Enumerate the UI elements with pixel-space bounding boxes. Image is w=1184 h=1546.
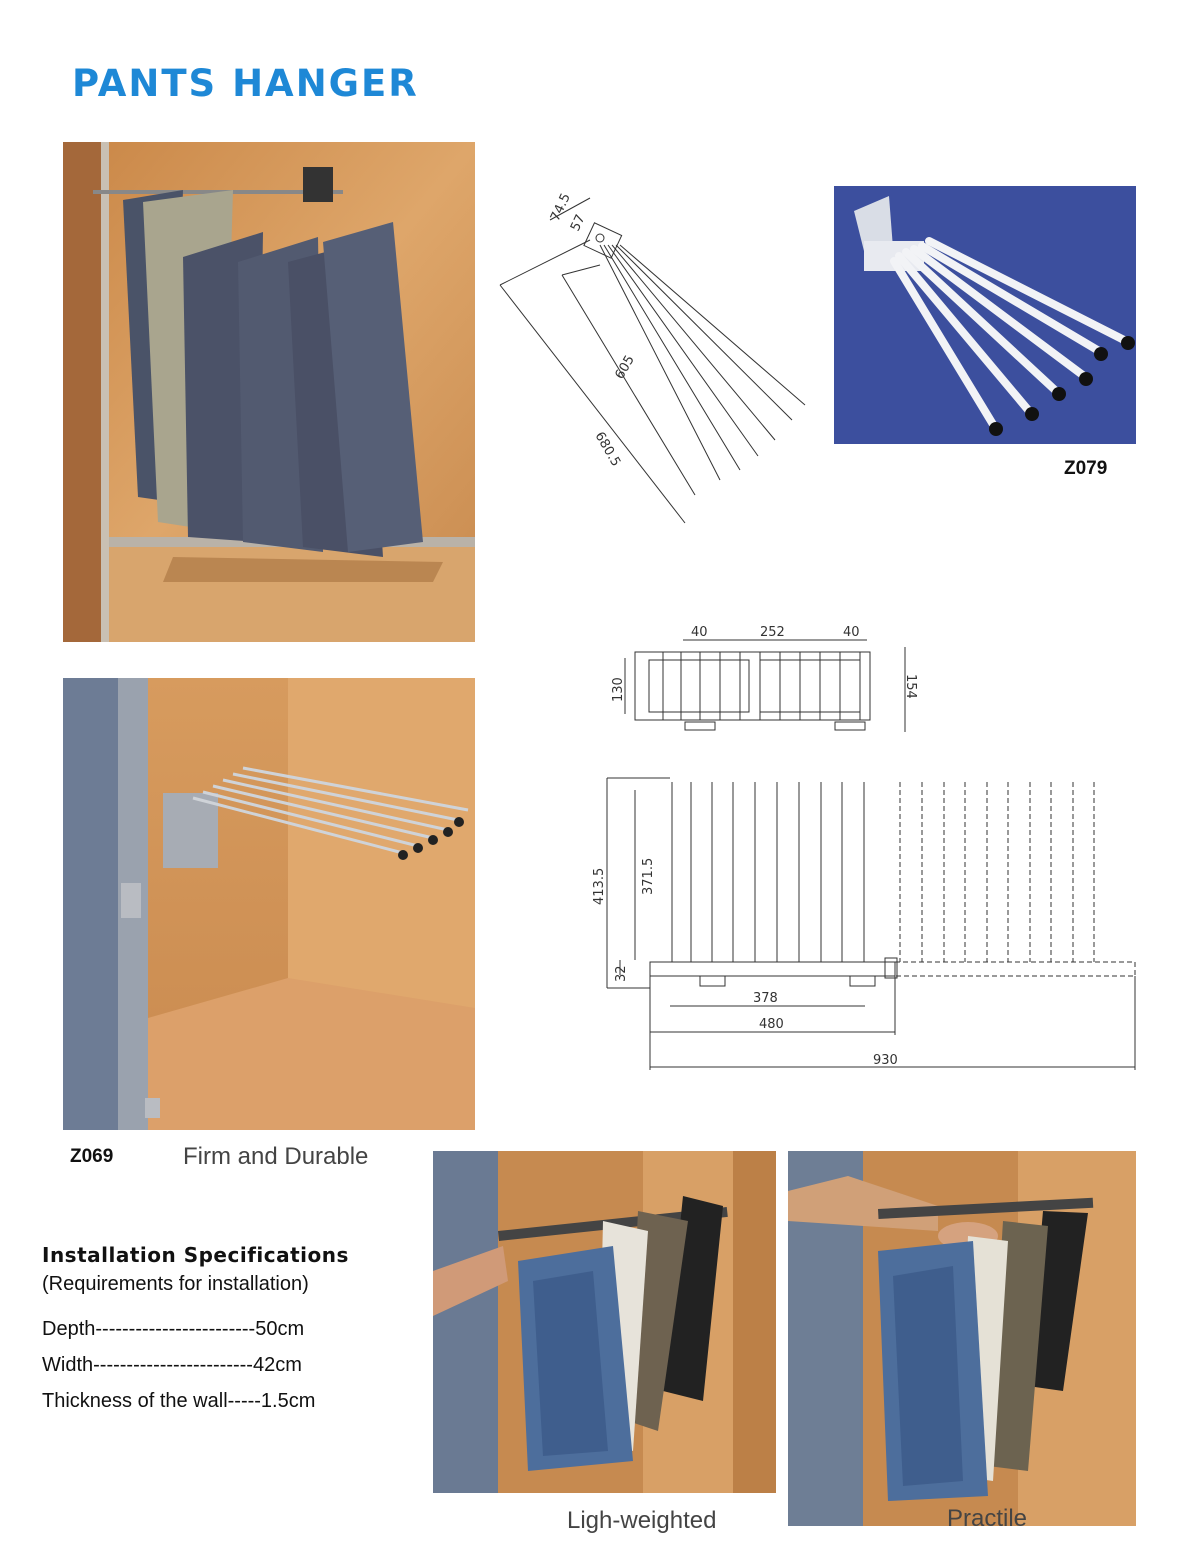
dim-57: 57 bbox=[568, 212, 589, 234]
dim-40-right: 40 bbox=[843, 625, 860, 640]
installation-heading: Installation Specifications bbox=[42, 1243, 349, 1267]
spec-width: Width------------------------42cm bbox=[42, 1354, 302, 1376]
spec-depth: Depth------------------------50cm bbox=[42, 1318, 305, 1340]
dim-378: 378 bbox=[753, 991, 778, 1006]
fan-hanger-drawing bbox=[500, 190, 820, 530]
dim-413-5: 413.5 bbox=[592, 867, 607, 905]
dim-480: 480 bbox=[759, 1017, 784, 1032]
photo-pulling-rack bbox=[433, 1151, 776, 1493]
spec-wall-thickness: Thickness of the wall-----1.5cm bbox=[42, 1390, 316, 1412]
product-code-z079: Z079 bbox=[1064, 458, 1108, 479]
caption-firm-durable: Firm and Durable bbox=[183, 1143, 369, 1170]
page-title: PANTS HANGER bbox=[72, 62, 419, 105]
dim-40-left: 40 bbox=[691, 625, 708, 640]
caption-practical: Practile bbox=[947, 1505, 1028, 1532]
dim-74-5: 74.5 bbox=[548, 191, 574, 224]
dim-32: 32 bbox=[614, 965, 629, 982]
dim-371-5: 371.5 bbox=[641, 857, 656, 895]
dim-252: 252 bbox=[760, 625, 785, 640]
dim-680-5: 680.5 bbox=[591, 429, 624, 470]
dim-130: 130 bbox=[611, 677, 626, 702]
dim-930: 930 bbox=[873, 1053, 898, 1068]
dim-154: 154 bbox=[903, 674, 918, 699]
dim-605: 605 bbox=[612, 352, 638, 382]
product-code-z069: Z069 bbox=[70, 1146, 114, 1167]
photo-pushing-rack bbox=[788, 1151, 1136, 1526]
photo-pants-in-closet bbox=[63, 142, 475, 642]
installation-subheading: (Requirements for installation) bbox=[42, 1273, 309, 1295]
caption-light-weighted: Ligh-weighted bbox=[567, 1507, 717, 1534]
photo-z079-fan-hanger bbox=[834, 186, 1136, 444]
side-view-drawing bbox=[592, 770, 1140, 1075]
photo-z069-rack bbox=[63, 678, 475, 1130]
top-view-drawing bbox=[605, 622, 918, 742]
